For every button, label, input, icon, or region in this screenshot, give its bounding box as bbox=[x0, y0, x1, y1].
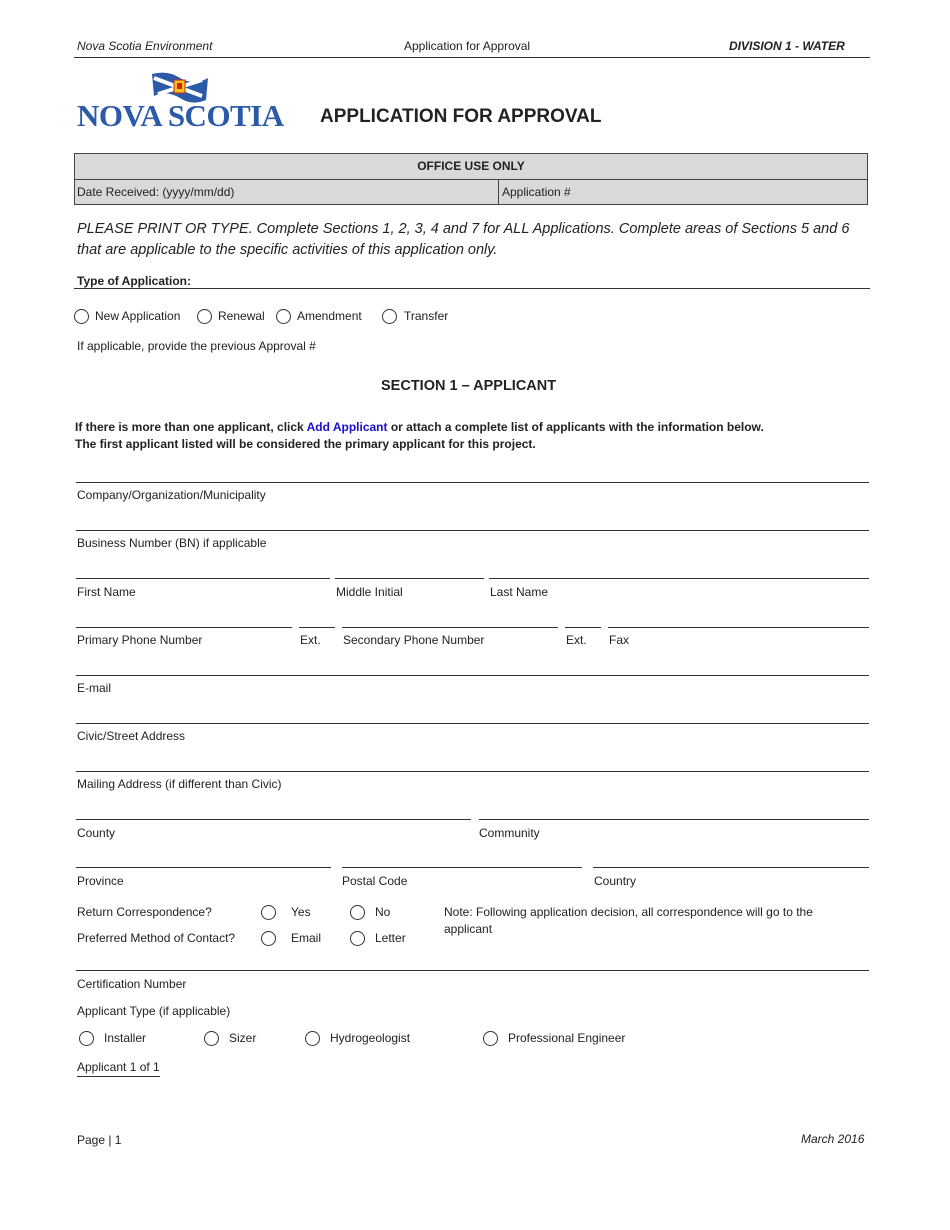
ext1-label: Ext. bbox=[300, 633, 321, 647]
province-input[interactable] bbox=[76, 867, 331, 868]
email-input[interactable] bbox=[76, 675, 869, 676]
professional-engineer-radio[interactable] bbox=[483, 1031, 498, 1046]
mailing-input[interactable] bbox=[76, 771, 869, 772]
office-use-table bbox=[74, 153, 868, 205]
province-label: Province bbox=[77, 874, 124, 888]
amendment-label: Amendment bbox=[297, 309, 362, 323]
contact-email-label: Email bbox=[291, 931, 322, 945]
type-of-application-label: Type of Application: bbox=[77, 274, 191, 288]
email-label: E-mail bbox=[77, 681, 112, 695]
civic-label: Civic/Street Address bbox=[77, 729, 186, 743]
contact-letter-radio[interactable] bbox=[350, 931, 365, 946]
correspondence-note: Note: Following application decision, all correspondence will go to the applicant bbox=[444, 905, 813, 936]
middle-initial-input[interactable] bbox=[335, 578, 484, 579]
new-application-label: New Application bbox=[95, 309, 181, 323]
installer-label: Installer bbox=[104, 1031, 147, 1045]
secondary-phone-input[interactable] bbox=[342, 627, 558, 628]
hydrogeologist-label: Hydrogeologist bbox=[330, 1031, 411, 1045]
community-input[interactable] bbox=[479, 819, 869, 820]
return-no-radio[interactable] bbox=[350, 905, 365, 920]
company-input[interactable] bbox=[76, 482, 869, 483]
return-yes-radio[interactable] bbox=[261, 905, 276, 920]
country-input[interactable] bbox=[593, 867, 869, 868]
nova-scotia-logo: NOVA SCOTIA bbox=[77, 98, 284, 133]
county-label: County bbox=[77, 826, 116, 840]
header-rule bbox=[74, 57, 870, 58]
hydrogeologist-radio[interactable] bbox=[305, 1031, 320, 1046]
applicant-counter: Applicant 1 of 1 bbox=[77, 1060, 160, 1077]
application-number-field[interactable]: Application # bbox=[502, 185, 571, 199]
first-name-label: First Name bbox=[77, 585, 136, 599]
header-center: Application for Approval bbox=[404, 39, 531, 53]
bn-label: Business Number (BN) if applicable bbox=[77, 536, 267, 550]
last-name-label: Last Name bbox=[490, 585, 549, 599]
header-right: DIVISION 1 - WATER bbox=[729, 39, 845, 53]
amendment-radio[interactable] bbox=[276, 309, 291, 324]
fax-input[interactable] bbox=[608, 627, 869, 628]
header-left: Nova Scotia Environment bbox=[77, 39, 213, 53]
first-name-input[interactable] bbox=[76, 578, 330, 579]
sizer-label: Sizer bbox=[229, 1031, 257, 1045]
date-received-field[interactable]: Date Received: (yyyy/mm/dd) bbox=[75, 180, 499, 205]
new-application-radio[interactable] bbox=[74, 309, 89, 324]
return-no-label: No bbox=[375, 905, 391, 919]
instructions: PLEASE PRINT OR TYPE. Complete Sections 1, 2, 3, 4 and 7 for ALL Applications. Complete areas of Sections 5 and 6 that are applicable to the specific activities of this application only. bbox=[77, 221, 850, 258]
primary-phone-label: Primary Phone Number bbox=[77, 633, 203, 647]
return-yes-label: Yes bbox=[291, 905, 311, 919]
add-applicant-link[interactable]: Add Applicant bbox=[306, 420, 388, 434]
civic-input[interactable] bbox=[76, 723, 869, 724]
applicant-type-label: Applicant Type (if applicable) bbox=[77, 1004, 231, 1018]
contact-letter-label: Letter bbox=[375, 931, 406, 945]
postal-input[interactable] bbox=[342, 867, 582, 868]
transfer-radio[interactable] bbox=[382, 309, 397, 324]
section1-heading: SECTION 1 – APPLICANT bbox=[381, 378, 557, 394]
ext2-label: Ext. bbox=[566, 633, 587, 647]
certification-number-label: Certification Number bbox=[77, 977, 187, 991]
professional-engineer-label: Professional Engineer bbox=[508, 1031, 626, 1045]
ext1-input[interactable] bbox=[299, 627, 335, 628]
type-rule bbox=[74, 288, 870, 289]
mailing-label: Mailing Address (if different than Civic) bbox=[77, 777, 282, 791]
contact-email-radio[interactable] bbox=[261, 931, 276, 946]
sizer-radio[interactable] bbox=[204, 1031, 219, 1046]
company-label: Company/Organization/Municipality bbox=[77, 488, 266, 502]
secondary-phone-label: Secondary Phone Number bbox=[343, 633, 485, 647]
office-use-title: OFFICE USE ONLY bbox=[75, 154, 867, 180]
section1-note2: The first applicant listed will be considered the primary applicant for this project. bbox=[75, 437, 536, 451]
transfer-label: Transfer bbox=[404, 309, 449, 323]
renewal-label: Renewal bbox=[218, 309, 265, 323]
primary-phone-input[interactable] bbox=[76, 627, 292, 628]
section1-note1: If there is more than one applicant, click Add Applicant or attach a complete list of applicants with the information below. bbox=[75, 420, 764, 434]
renewal-radio[interactable] bbox=[197, 309, 212, 324]
last-name-input[interactable] bbox=[489, 578, 869, 579]
fax-label: Fax bbox=[609, 633, 630, 647]
return-correspondence-label: Return Correspondence? bbox=[77, 905, 212, 919]
page-title: APPLICATION FOR APPROVAL bbox=[320, 106, 602, 127]
postal-label: Postal Code bbox=[342, 874, 408, 888]
middle-initial-label: Middle Initial bbox=[336, 585, 403, 599]
certification-input[interactable] bbox=[76, 970, 869, 971]
previous-approval-label: If applicable, provide the previous Approval # bbox=[77, 339, 316, 353]
bn-input[interactable] bbox=[76, 530, 869, 531]
country-label: Country bbox=[594, 874, 637, 888]
county-input[interactable] bbox=[76, 819, 471, 820]
ext2-input[interactable] bbox=[565, 627, 601, 628]
community-label: Community bbox=[479, 826, 540, 840]
installer-radio[interactable] bbox=[79, 1031, 94, 1046]
footer-date: March 2016 bbox=[801, 1132, 865, 1146]
footer-page: Page | 1 bbox=[77, 1133, 122, 1147]
contact-method-label: Preferred Method of Contact? bbox=[77, 931, 236, 945]
